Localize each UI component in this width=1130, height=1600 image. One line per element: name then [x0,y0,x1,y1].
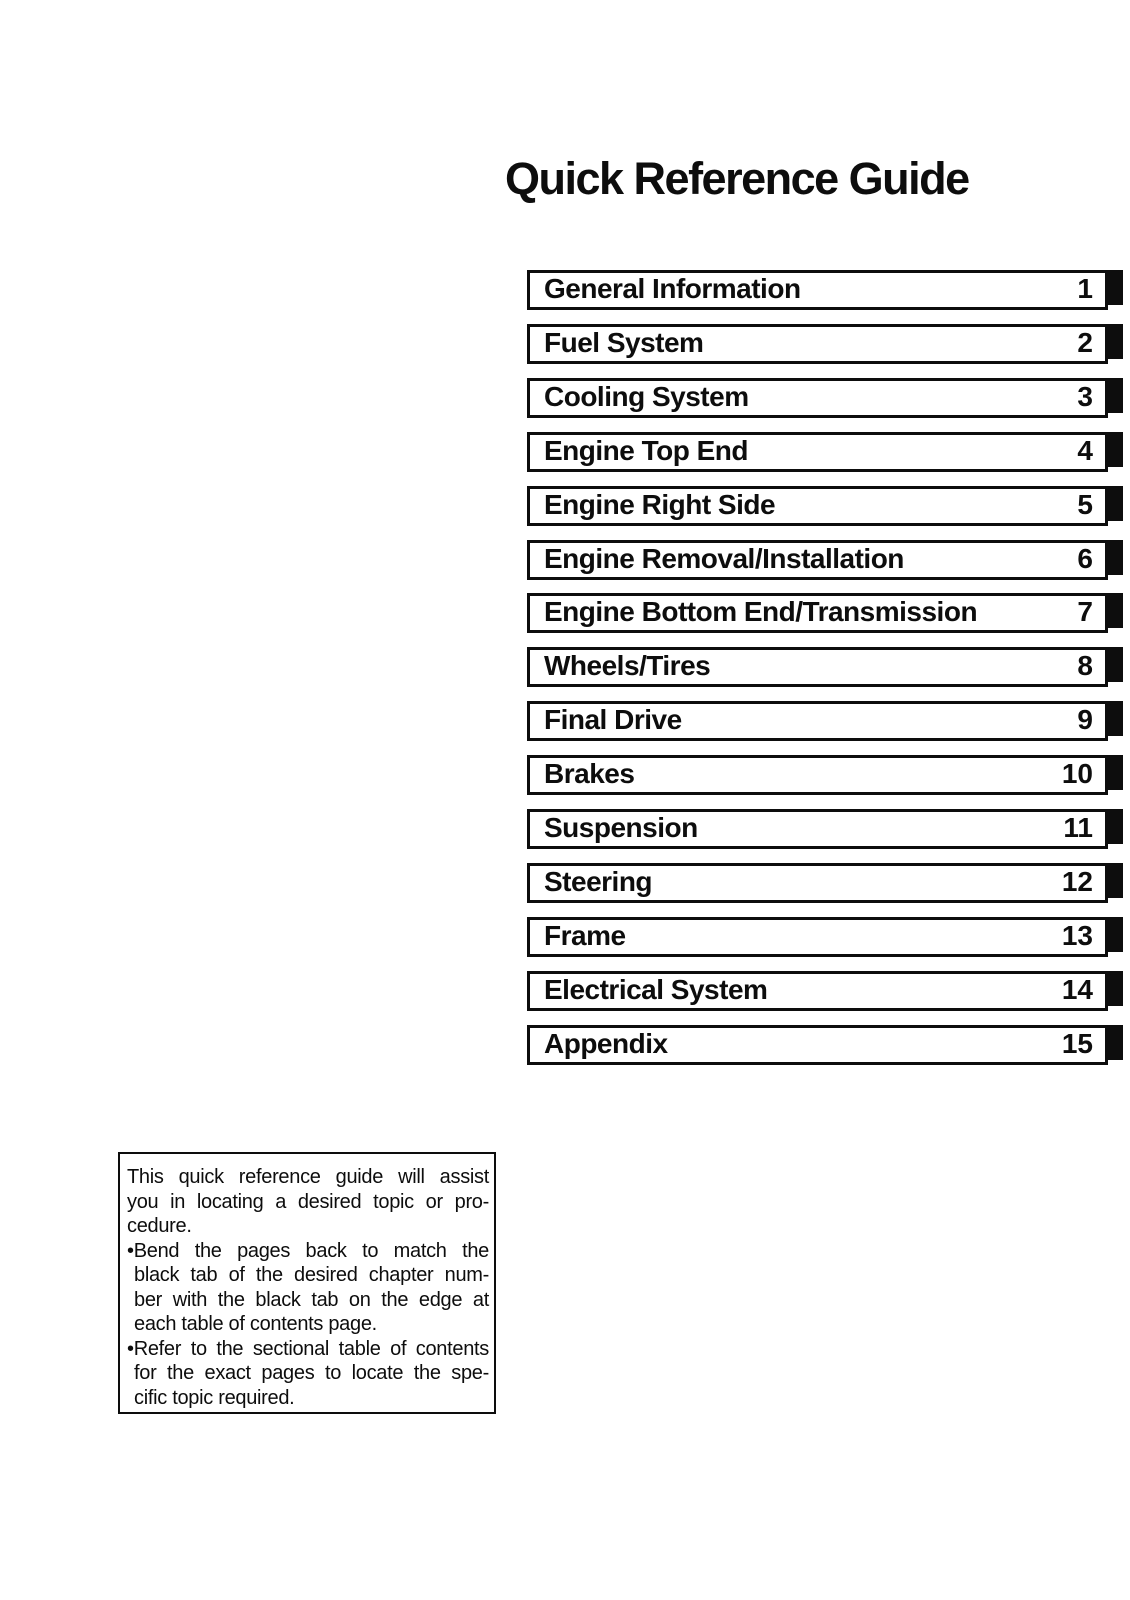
chapter-title: Appendix [544,1028,668,1059]
note-line: each table of contents page. [134,1313,377,1335]
chapter-number: 5 [1077,489,1093,520]
chapter-edge-tab [1108,917,1123,952]
chapter-edge-tab [1108,971,1123,1006]
chapter-row [527,917,1123,957]
chapter-box [527,755,1108,795]
chapter-number: 4 [1077,435,1093,466]
chapter-edge-tab [1108,809,1123,844]
chapter-title: Engine Top End [544,435,749,466]
chapter-edge-tab [1108,324,1123,359]
chapter-number: 2 [1077,327,1093,358]
note-line: ber with the black tab on the edge at [134,1288,489,1311]
chapter-edge-tab [1108,647,1123,682]
chapter-title: Electrical System [544,974,768,1005]
chapter-title: Suspension [544,812,698,843]
chapter-box [527,971,1108,1011]
note-line: •Refer to the sectional table of contents [127,1337,489,1360]
chapter-box [527,593,1108,633]
chapter-number: 12 [1061,866,1093,897]
chapter-row [527,486,1123,526]
chapter-box [527,432,1108,472]
chapter-title: Brakes [544,758,635,789]
chapter-number: 3 [1077,381,1093,412]
chapter-row [527,593,1123,633]
chapter-number: 14 [1061,974,1093,1005]
chapter-row [527,701,1123,741]
chapter-edge-tab [1108,486,1123,521]
chapter-number: 7 [1077,596,1093,627]
chapter-number: 13 [1061,920,1093,951]
chapter-edge-tab [1108,270,1123,305]
chapter-row [527,809,1123,849]
note-line: •Bend the pages back to match the [127,1239,489,1262]
note-line: you in locating a desired topic or pro- [127,1190,489,1213]
note-line: cedure. [127,1215,192,1237]
note-line: cific topic required. [134,1386,295,1409]
chapter-number: 1 [1077,273,1093,304]
chapter-edge-tab [1108,863,1123,898]
chapter-edge-tab [1108,432,1123,467]
chapter-title: Frame [544,920,626,951]
note-line: This quick reference guide will assist [127,1166,489,1188]
chapter-box [527,863,1108,903]
chapter-box [527,270,1108,310]
chapter-list [527,270,1123,1082]
chapter-edge-tab [1108,755,1123,790]
chapter-row [527,432,1123,472]
chapter-number: 15 [1061,1028,1093,1059]
chapter-title: Engine Right Side [544,489,776,520]
note-box [118,1152,496,1414]
chapter-title: Cooling System [544,381,749,412]
chapter-edge-tab [1108,540,1123,575]
chapter-row [527,755,1123,795]
chapter-title: Engine Bottom End/Transmission [544,596,978,627]
chapter-box [527,917,1108,957]
chapter-row [527,324,1123,364]
note-line: black tab of the desired chapter num- [134,1264,489,1286]
chapter-title: Engine Removal/Installation [544,543,904,574]
chapter-edge-tab [1108,1025,1123,1060]
chapter-number: 11 [1063,812,1093,843]
chapter-edge-tab [1108,593,1123,628]
chapter-row [527,270,1123,310]
chapter-title: General Information [544,273,801,304]
chapter-edge-tab [1108,701,1123,736]
chapter-box [527,324,1108,364]
chapter-number: 9 [1077,704,1093,735]
chapter-box [527,701,1108,741]
chapter-title: Fuel System [544,327,704,358]
chapter-row [527,540,1123,580]
chapter-row [527,863,1123,903]
chapter-title: Wheels/Tires [544,650,711,681]
chapter-box [527,647,1108,687]
chapter-number: 6 [1077,543,1093,574]
chapter-row [527,971,1123,1011]
chapter-title: Steering [544,866,653,897]
note-line: for the exact pages to locate the spe- [134,1362,489,1384]
chapter-row [527,647,1123,687]
chapter-row [527,378,1123,418]
chapter-number: 8 [1077,650,1093,681]
chapter-box [527,378,1108,418]
chapter-box [527,540,1108,580]
chapter-box [527,1025,1108,1065]
chapter-edge-tab [1108,378,1123,413]
chapter-number: 10 [1061,758,1093,789]
chapter-row [527,1025,1123,1065]
chapter-box [527,809,1108,849]
page-title: Quick Reference Guide [505,153,969,205]
chapter-box [527,486,1108,526]
chapter-title: Final Drive [544,704,682,735]
